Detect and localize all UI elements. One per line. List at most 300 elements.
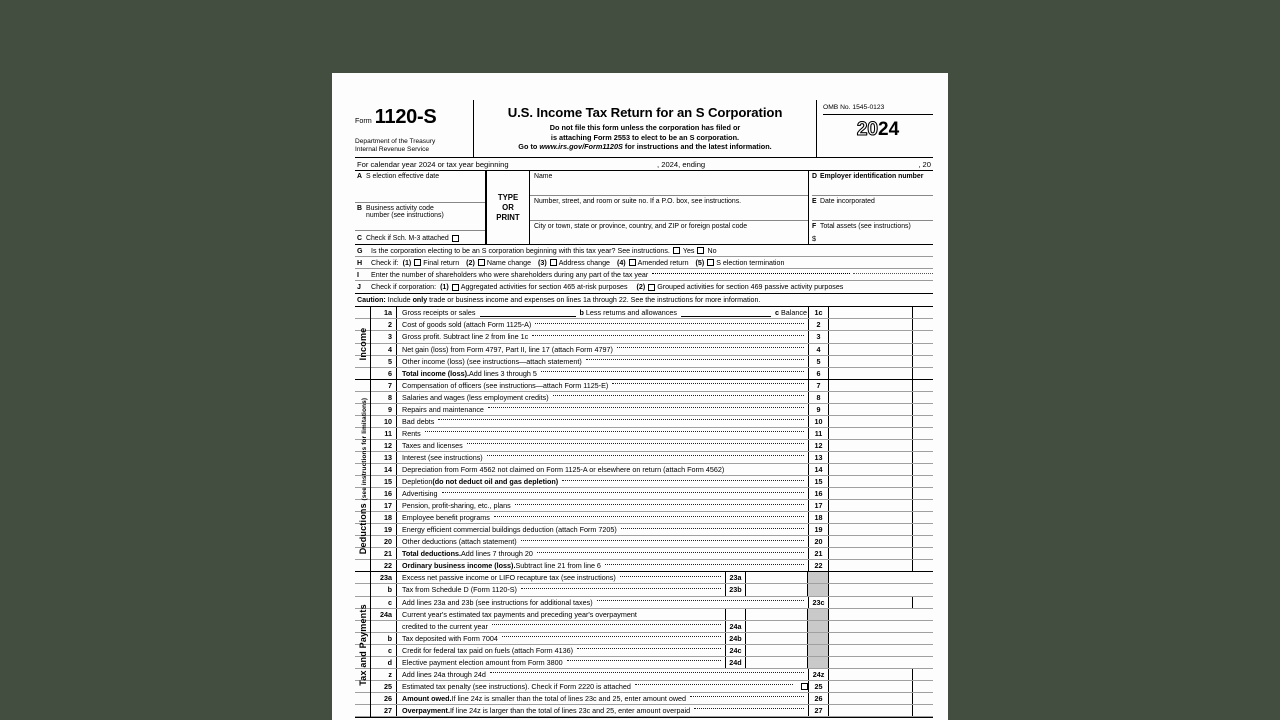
agency-name xyxy=(355,138,435,154)
amount-input[interactable] xyxy=(829,488,913,499)
dot-leader xyxy=(521,540,804,541)
line-number: 17 xyxy=(371,500,397,511)
line-number: 8 xyxy=(371,392,397,403)
empty-amount-cell xyxy=(829,572,913,583)
amount-input[interactable] xyxy=(829,452,913,463)
field-d-ein[interactable] xyxy=(812,171,933,196)
dot-leader xyxy=(438,419,804,420)
tax-year xyxy=(823,119,933,141)
amount-input[interactable] xyxy=(829,356,913,367)
row-side-spacer xyxy=(355,633,371,644)
line-text: Compensation of officers (see instructions—attach Form 1125-E) xyxy=(402,380,609,390)
dot-leader xyxy=(425,431,804,432)
row-tail-spacer xyxy=(913,368,933,379)
line-number: b xyxy=(371,633,397,644)
line-description xyxy=(397,548,808,559)
row-side-spacer xyxy=(355,319,371,330)
line-number: 25 xyxy=(371,681,397,692)
dot-leader xyxy=(490,672,804,673)
row-side-spacer xyxy=(355,392,371,403)
sub-amount-input[interactable] xyxy=(746,621,808,632)
row-side-spacer xyxy=(355,331,371,342)
line-text: Repairs and maintenance xyxy=(402,404,484,414)
row-tail-spacer xyxy=(913,524,933,535)
row-i xyxy=(355,269,933,281)
line-number: 12 xyxy=(371,440,397,451)
amount-input[interactable] xyxy=(829,536,913,547)
line-number: 11 xyxy=(371,428,397,439)
table-row xyxy=(355,380,933,392)
row-side-spacer xyxy=(355,705,371,716)
line-number-box: 3 xyxy=(808,331,829,342)
row-side-spacer xyxy=(355,488,371,499)
form-subtitle xyxy=(480,123,810,152)
line-text: Elective payment election amount from Form 3800 xyxy=(402,657,563,667)
line-number-box: 7 xyxy=(808,380,829,391)
tax-section-label: Tax and Payments xyxy=(357,603,368,686)
line-text: Add lines 23a and 23b (see instructions for additional taxes) xyxy=(402,597,593,607)
amount-input[interactable] xyxy=(829,512,913,523)
line-description xyxy=(397,452,808,463)
sub-line-number-box: 24a xyxy=(725,621,746,632)
line-text: Advertising xyxy=(402,489,438,499)
j-opt1-label: Aggregated activities for section 465 at-risk purposes xyxy=(460,283,628,292)
line-number: b xyxy=(371,584,397,595)
line-text-bold: Total income (loss). xyxy=(402,368,469,378)
shaded-cell xyxy=(808,609,829,620)
line-description xyxy=(397,488,808,499)
j-opt2-label: Grouped activities for section 469 passive activity purposes xyxy=(657,283,844,292)
caution-only: only xyxy=(412,296,428,305)
amount-input[interactable] xyxy=(829,681,913,692)
sub-line-number-box: 24d xyxy=(725,657,746,668)
calendar-year-label: For calendar year 2024 or tax year beginning xyxy=(357,159,509,169)
row-tail-spacer xyxy=(913,536,933,547)
line-description xyxy=(397,344,808,355)
amount-input[interactable] xyxy=(829,560,913,571)
line-description xyxy=(397,669,808,680)
table-row xyxy=(355,560,933,572)
line-description xyxy=(397,705,808,716)
line-description xyxy=(397,440,808,451)
line-text-bold: Ordinary business income (loss). xyxy=(402,561,516,571)
line-text: If line 24z is larger than the total of lines 23c and 25, enter amount overpaid xyxy=(449,705,691,715)
dot-leader xyxy=(515,504,804,505)
row-j-key: J xyxy=(357,283,361,292)
field-d-key: D xyxy=(812,173,817,180)
row-tail-spacer xyxy=(913,307,933,318)
row-tail-spacer xyxy=(913,621,933,632)
table-row xyxy=(355,657,933,669)
type-line-1: TYPE xyxy=(497,192,519,202)
city-field[interactable]: City or town, state or province, country, and ZIP or foreign postal code xyxy=(534,223,748,230)
h-s-election-termination-checkbox[interactable] xyxy=(707,259,714,266)
field-e-key: E xyxy=(812,198,817,205)
amount-input[interactable] xyxy=(829,705,913,716)
identity-block xyxy=(355,171,933,245)
income-section-label: Income xyxy=(357,327,368,360)
line-number: 21 xyxy=(371,548,397,559)
name-field[interactable]: Name xyxy=(530,171,808,196)
row-side-spacer xyxy=(355,344,371,355)
table-row xyxy=(355,669,933,681)
field-c-key: C xyxy=(357,234,362,242)
field-f-key: F xyxy=(812,223,817,230)
j-aggregated-activities-checkbox[interactable] xyxy=(452,284,459,291)
table-row xyxy=(355,416,933,428)
type-line-3: PRINT xyxy=(496,212,520,222)
amount-input[interactable] xyxy=(829,392,913,403)
line-number: 22 xyxy=(371,560,397,571)
line-number-box: 22 xyxy=(808,560,829,571)
dot-leader xyxy=(541,371,804,372)
dot-leader xyxy=(694,708,804,709)
row-tail-spacer xyxy=(913,452,933,463)
field-a-s-election-date[interactable] xyxy=(355,171,485,203)
empty-amount-cell xyxy=(829,609,913,620)
row-tail-spacer xyxy=(913,681,933,692)
table-row xyxy=(355,392,933,404)
line-number-box: 14 xyxy=(808,464,829,475)
table-row xyxy=(355,476,933,488)
shaded-cell xyxy=(808,657,829,668)
line-number: 3 xyxy=(371,331,397,342)
row-tail-spacer xyxy=(913,597,933,608)
shareholder-count-input[interactable] xyxy=(853,273,933,274)
row-tail-spacer xyxy=(913,609,933,620)
line-number-box: 19 xyxy=(808,524,829,535)
row-side-spacer xyxy=(355,669,371,680)
row-tail-spacer xyxy=(913,392,933,403)
table-row xyxy=(355,368,933,380)
line-description xyxy=(397,693,808,704)
line-number-box: 25 xyxy=(808,681,829,692)
street-field[interactable]: Number, street, and room or suite no. If a P.O. box, see instructions. xyxy=(530,196,808,221)
row-side-spacer xyxy=(355,368,371,379)
dot-leader xyxy=(605,564,804,565)
row-tail-spacer xyxy=(913,428,933,439)
dot-leader xyxy=(502,636,721,637)
field-d-label: Employer identification number xyxy=(820,173,924,180)
row-h-key: H xyxy=(357,258,363,267)
deductions-label-sub: (see instructions for limitations) xyxy=(360,397,368,501)
row-side-spacer xyxy=(355,440,371,451)
h-opt2-label: Name change xyxy=(486,258,532,267)
line-text-bold: Amount owed. xyxy=(402,693,452,703)
line-description xyxy=(397,392,808,403)
caution-note xyxy=(355,293,933,307)
line-number: 20 xyxy=(371,536,397,547)
line-text: Tax deposited with Form 7004 xyxy=(402,633,498,643)
subtitle-line-2: is attaching Form 2553 to elect to be an S corporation. xyxy=(550,132,740,142)
balance-label: Balance xyxy=(780,308,807,318)
amount-input[interactable] xyxy=(829,669,913,680)
table-row xyxy=(355,452,933,464)
field-f-dollar-sign: $ xyxy=(812,234,817,243)
line-description xyxy=(397,307,808,318)
form-identity-block xyxy=(355,100,474,157)
line-number-box: 5 xyxy=(808,356,829,367)
form-title-block xyxy=(474,100,817,157)
dot-leader xyxy=(690,696,804,697)
row-tail-spacer xyxy=(913,705,933,716)
line-text: credited to the current year xyxy=(402,621,488,631)
line-number: 15 xyxy=(371,476,397,487)
line-number: 2 xyxy=(371,319,397,330)
row-tail-spacer xyxy=(913,344,933,355)
table-row xyxy=(355,597,933,609)
line-text: If line 24z is smaller than the total of lines 23c and 25, enter amount owed xyxy=(451,693,687,703)
amount-input[interactable] xyxy=(829,500,913,511)
field-c-label: Check if Sch. M-3 attached xyxy=(366,234,449,242)
sch-m3-checkbox[interactable] xyxy=(452,235,459,242)
line-description xyxy=(397,500,808,511)
table-row xyxy=(355,344,933,356)
row-side-spacer xyxy=(355,536,371,547)
shaded-cell xyxy=(808,621,829,632)
table-row xyxy=(355,536,933,548)
table-row xyxy=(355,404,933,416)
line-number: c xyxy=(371,645,397,656)
h-opt5-label: S election termination xyxy=(716,258,785,267)
table-row xyxy=(355,584,933,596)
table-row xyxy=(355,572,933,584)
line-description xyxy=(397,597,808,608)
amount-input[interactable] xyxy=(829,344,913,355)
field-e-date-incorporated[interactable] xyxy=(812,196,933,221)
line-description xyxy=(397,584,725,595)
dot-leader xyxy=(635,684,793,685)
g-no-checkbox[interactable] xyxy=(697,247,704,254)
form-word-label: Form xyxy=(355,116,372,125)
caution-lead: Caution: xyxy=(357,296,386,305)
field-f-label: Total assets (see instructions) xyxy=(820,223,911,230)
row-tail-spacer xyxy=(913,560,933,571)
row-tail-spacer xyxy=(913,633,933,644)
line-number: 26 xyxy=(371,693,397,704)
goto-prefix: Go to xyxy=(518,142,540,152)
line-number: 6 xyxy=(371,368,397,379)
sub-amount-input[interactable] xyxy=(746,645,808,656)
line-description xyxy=(397,380,808,391)
line-description xyxy=(397,572,725,583)
field-c-sch-m3[interactable] xyxy=(355,231,485,244)
line-description xyxy=(397,464,808,475)
table-row xyxy=(355,356,933,368)
table-row xyxy=(355,633,933,645)
row-tail-spacer xyxy=(913,584,933,595)
row-h-text: Check if: xyxy=(371,258,399,267)
line-number: 10 xyxy=(371,416,397,427)
irs-url-link[interactable]: www.irs.gov/Form1120S xyxy=(539,142,623,152)
dot-leader xyxy=(521,588,721,589)
j-grouped-activities-checkbox[interactable] xyxy=(648,284,655,291)
row-side-spacer xyxy=(355,356,371,367)
sub-amount-input[interactable] xyxy=(746,609,808,620)
amount-input[interactable] xyxy=(829,524,913,535)
row-tail-spacer xyxy=(913,440,933,451)
omb-year-block xyxy=(817,100,933,157)
h-opt5-num: (5) xyxy=(695,258,705,267)
shaded-cell xyxy=(808,572,829,583)
sub-amount-input[interactable] xyxy=(746,572,808,583)
sub-amount-input[interactable] xyxy=(746,584,808,595)
row-side-spacer xyxy=(355,560,371,571)
line-number-box: 16 xyxy=(808,488,829,499)
line-text: Interest (see instructions) xyxy=(402,452,483,462)
field-e-label: Date incorporated xyxy=(820,198,875,205)
sub-amount-input[interactable] xyxy=(746,633,808,644)
amount-input[interactable] xyxy=(829,693,913,704)
line-number: c xyxy=(371,597,397,608)
table-row xyxy=(355,705,933,717)
h-final-return-checkbox[interactable] xyxy=(414,259,421,266)
amount-input[interactable] xyxy=(829,464,913,475)
line-text-bold: Total deductions. xyxy=(402,549,461,559)
line-number: d xyxy=(371,657,397,668)
amount-input[interactable] xyxy=(829,331,913,342)
field-a-label: S election effective date xyxy=(366,173,440,180)
h-name-change-checkbox[interactable] xyxy=(478,259,485,266)
sub-amount-input[interactable] xyxy=(746,657,808,668)
line-number: 9 xyxy=(371,404,397,415)
table-row xyxy=(355,512,933,524)
amount-input[interactable] xyxy=(829,548,913,559)
table-row xyxy=(355,464,933,476)
line-number: z xyxy=(371,669,397,680)
row-side-spacer xyxy=(355,681,371,692)
row-j xyxy=(355,281,933,293)
amount-input[interactable] xyxy=(829,428,913,439)
row-side-spacer xyxy=(355,645,371,656)
dot-leader xyxy=(620,576,721,577)
line-number-box: 11 xyxy=(808,428,829,439)
amount-input[interactable] xyxy=(829,368,913,379)
shaded-cell xyxy=(808,633,829,644)
field-b-label-1: Business activity code xyxy=(366,205,434,212)
less-returns-input[interactable] xyxy=(681,308,771,317)
field-f-total-assets[interactable] xyxy=(812,221,933,243)
h-opt3-label: Address change xyxy=(558,258,610,267)
election-checkbox-block xyxy=(355,245,933,293)
line-number: 16 xyxy=(371,488,397,499)
table-row xyxy=(355,500,933,512)
g-no-label: No xyxy=(707,246,717,255)
line-number-box: 9 xyxy=(808,404,829,415)
table-row xyxy=(355,319,933,331)
row-side-spacer xyxy=(355,609,371,620)
line-number xyxy=(371,621,397,632)
line-description xyxy=(397,681,808,692)
row-j-text: Check if corporation: xyxy=(371,283,437,292)
omb-number: OMB No. 1545-0123 xyxy=(823,104,885,111)
empty-amount-cell xyxy=(829,657,913,668)
h-amended-return-checkbox[interactable] xyxy=(629,259,636,266)
row-tail-spacer xyxy=(913,657,933,668)
line-text: Depreciation from Form 4562 not claimed on Form 1125-A or elsewhere on return (attach Form 4562) xyxy=(402,465,725,474)
deductions-label-main: Deductions xyxy=(357,503,368,555)
amount-input[interactable] xyxy=(829,476,913,487)
h-address-change-checkbox[interactable] xyxy=(550,259,557,266)
field-b-business-code[interactable] xyxy=(355,203,485,231)
amount-input[interactable] xyxy=(829,380,913,391)
line-text: Add lines 7 through 20 xyxy=(460,549,533,559)
amount-input[interactable] xyxy=(829,597,913,608)
omb-divider xyxy=(823,114,933,115)
row-side-spacer xyxy=(355,464,371,475)
line-text: Add lines 3 through 5 xyxy=(468,368,537,378)
line-text: Cost of goods sold (attach Form 1125-A) xyxy=(402,320,532,330)
row-tail-spacer xyxy=(913,476,933,487)
dot-leader xyxy=(442,492,804,493)
table-row xyxy=(355,331,933,343)
dot-leader xyxy=(535,323,804,324)
table-row xyxy=(355,524,933,536)
line-text: Gross profit. Subtract line 2 from line 1c xyxy=(402,332,529,342)
line-number-box: 15 xyxy=(808,476,829,487)
dot-leader xyxy=(487,455,804,456)
dot-leader xyxy=(467,443,804,444)
g-yes-checkbox[interactable] xyxy=(673,247,680,254)
line-description xyxy=(397,476,808,487)
amount-input[interactable] xyxy=(829,307,913,318)
amount-input[interactable] xyxy=(829,416,913,427)
line-text: Employee benefit programs xyxy=(402,513,490,523)
caution-post: trade or business income and expenses on lines 1a through 22. See the instructions for more information. xyxy=(427,296,761,305)
line-text: Net gain (loss) from Form 4797, Part II, line 17 (attach Form 4797) xyxy=(402,344,613,354)
line-text: Other income (loss) (see instructions—attach statement) xyxy=(402,356,582,366)
deduction-rows-container xyxy=(355,380,933,573)
row-tail-spacer xyxy=(913,512,933,523)
row-side-spacer xyxy=(355,657,371,668)
dot-leader xyxy=(562,480,804,481)
line-text: Rents xyxy=(402,428,421,438)
row-h xyxy=(355,257,933,269)
line-text-bold: (do not deduct oil and gas depletion) xyxy=(432,477,559,487)
h-opt4-num: (4) xyxy=(616,258,626,267)
line-number-box: 8 xyxy=(808,392,829,403)
subtitle-line-3 xyxy=(480,142,810,152)
line-number: 4 xyxy=(371,344,397,355)
row-tail-spacer xyxy=(913,669,933,680)
dot-leader xyxy=(617,347,804,348)
row-tail-spacer xyxy=(913,488,933,499)
j-opt2-num: (2) xyxy=(636,283,646,292)
line-text: Credit for federal tax paid on fuels (attach Form 4136) xyxy=(402,645,573,655)
amount-input[interactable] xyxy=(829,319,913,330)
row-side-spacer xyxy=(355,524,371,535)
line-number-box: 21 xyxy=(808,548,829,559)
form-2220-attached-checkbox[interactable] xyxy=(801,683,809,691)
row-tail-spacer xyxy=(913,404,933,415)
amount-input[interactable] xyxy=(829,404,913,415)
row-tail-spacer xyxy=(913,572,933,583)
tax-year-century: 20 xyxy=(856,119,878,140)
row-side-spacer xyxy=(355,512,371,523)
line-number: 24a xyxy=(371,609,397,620)
form-number: 1120-S xyxy=(374,106,437,128)
line-number: 13 xyxy=(371,452,397,463)
line-description xyxy=(397,524,808,535)
line-number: 14 xyxy=(371,464,397,475)
gross-receipts-input[interactable] xyxy=(480,308,576,317)
type-line-2: OR xyxy=(502,202,514,212)
line-number-box: 2 xyxy=(808,319,829,330)
dot-leader xyxy=(532,335,804,336)
sub-line-number-box: 24c xyxy=(725,645,746,656)
table-row xyxy=(355,307,933,319)
amount-input[interactable] xyxy=(829,440,913,451)
